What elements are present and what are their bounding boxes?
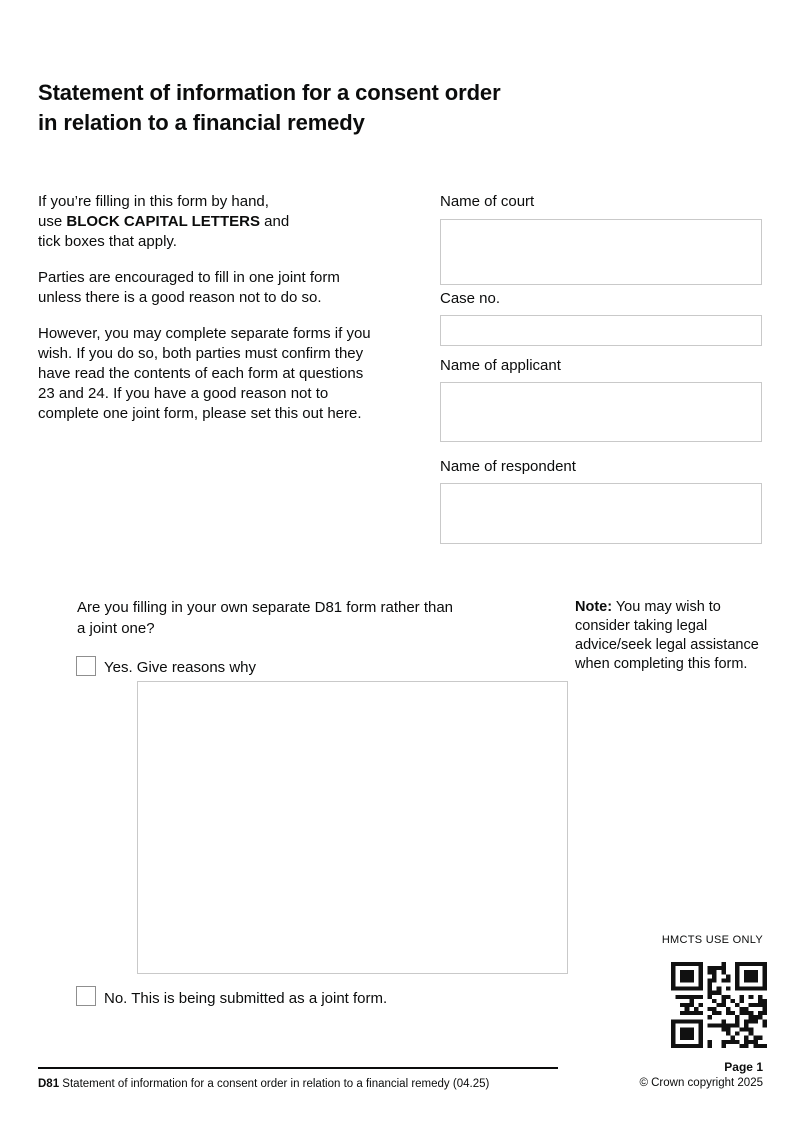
qr-code-icon xyxy=(671,962,767,1048)
question-line-2: a joint one? xyxy=(77,620,155,637)
intro-p3-line5: complete one joint form, please set this out here. xyxy=(38,405,362,422)
legal-advice-note xyxy=(575,598,770,674)
page-title-line-1: Statement of information for a consent order xyxy=(38,80,501,105)
note-line-1-rest: You may wish to xyxy=(612,599,721,615)
intro-paragraph-2 xyxy=(38,268,438,308)
intro-p3-line4: 23 and 24. If you have a good reason not to xyxy=(38,385,329,402)
intro-p3-line2: wish. If you do so, both parties must confirm they xyxy=(38,345,364,362)
note-line-2: consider taking legal xyxy=(575,618,708,634)
crown-copyright: © Crown copyright 2025 xyxy=(639,1077,763,1089)
intro-p2-line2: unless there is a good reason not to do so. xyxy=(38,289,322,306)
note-line-3: advice/seek legal assistance xyxy=(575,637,759,653)
court-name-input[interactable] xyxy=(440,219,762,285)
footer-form-title: Statement of information for a consent order in relation to a financial remedy (04.25) xyxy=(59,1078,490,1090)
applicant-name-input[interactable] xyxy=(440,382,762,442)
intro-p3-line3: have read the contents of each form at questions xyxy=(38,365,364,382)
footer-form-code: D81 xyxy=(38,1078,60,1090)
intro-p1-line2-bold: BLOCK CAPITAL LETTERS xyxy=(66,213,260,230)
intro-p1-line2 xyxy=(38,212,438,232)
intro-text xyxy=(38,192,438,440)
court-name-label: Name of court xyxy=(440,193,535,210)
reasons-textarea[interactable] xyxy=(137,681,568,974)
question-line-1: Are you filling in your own separate D81 form rather than xyxy=(77,599,454,616)
page-title-line-2: in relation to a financial remedy xyxy=(38,110,365,135)
page-number: Page 1 xyxy=(724,1060,763,1074)
note-line-4: when completing this form. xyxy=(575,656,748,672)
respondent-name-input[interactable] xyxy=(440,483,762,544)
case-number-label: Case no. xyxy=(440,290,501,307)
intro-p3-line1: However, you may complete separate forms if you xyxy=(38,325,371,342)
intro-p2-line1: Parties are encouraged to fill in one joint form xyxy=(38,269,340,286)
yes-checkbox[interactable] xyxy=(76,656,96,676)
note-bold: Note: xyxy=(575,599,613,615)
no-checkbox[interactable] xyxy=(76,986,96,1006)
intro-paragraph-1 xyxy=(38,192,438,252)
hmcts-use-only-label: HMCTS USE ONLY xyxy=(661,934,763,946)
question-separate-form xyxy=(77,597,517,639)
intro-p1-line2-after: and xyxy=(259,213,290,230)
applicant-name-label: Name of applicant xyxy=(440,357,561,374)
intro-p1-line2-before: use xyxy=(38,213,67,230)
case-number-input[interactable] xyxy=(440,315,762,346)
footer-divider xyxy=(38,1067,558,1069)
no-option-label: No. This is being submitted as a joint form. xyxy=(104,990,388,1007)
note-line-1 xyxy=(575,598,770,617)
intro-paragraph-3 xyxy=(38,324,438,424)
intro-p1-line1: If you’re filling in this form by hand, xyxy=(38,193,269,210)
page-title xyxy=(38,78,598,138)
intro-p1-line3: tick boxes that apply. xyxy=(38,233,177,250)
footer-form-reference xyxy=(38,1077,598,1091)
yes-option-label: Yes. Give reasons why xyxy=(104,659,257,676)
respondent-name-label: Name of respondent xyxy=(440,458,576,475)
